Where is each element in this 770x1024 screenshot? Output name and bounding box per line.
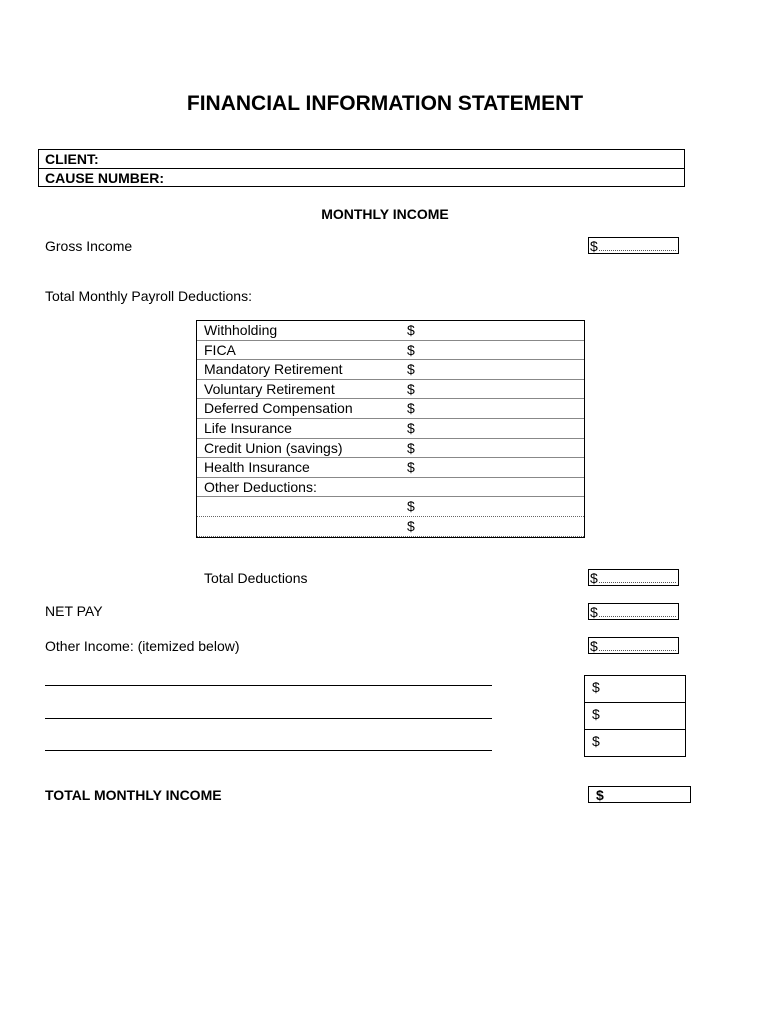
deduction-label: Health Insurance — [204, 459, 310, 476]
deduction-label: Credit Union (savings) — [204, 439, 343, 456]
other-deductions-label: Other Deductions: — [204, 478, 317, 495]
total-monthly-income-label: TOTAL MONTHLY INCOME — [45, 787, 222, 803]
deduction-row[interactable] — [197, 321, 584, 341]
gross-income-field[interactable] — [588, 237, 679, 254]
deduction-currency: $ — [407, 361, 415, 378]
other-income-item-field[interactable] — [585, 676, 685, 703]
deduction-label: Life Insurance — [204, 419, 292, 436]
section-title: MONTHLY INCOME — [321, 206, 449, 222]
deduction-currency: $ — [407, 517, 415, 534]
client-info-box — [38, 149, 685, 187]
net-pay-field[interactable] — [588, 603, 679, 620]
deduction-currency: $ — [407, 439, 415, 456]
deduction-label: Withholding — [204, 322, 278, 338]
client-label: CLIENT: — [45, 151, 99, 167]
deduction-currency: $ — [407, 322, 415, 338]
other-income-item-field[interactable] — [585, 703, 685, 730]
total-deductions-currency: $ — [590, 570, 598, 586]
deduction-label: Voluntary Retirement — [204, 380, 335, 397]
total-monthly-income-field[interactable] — [588, 786, 691, 803]
deduction-currency: $ — [407, 380, 415, 397]
other-income-currency: $ — [590, 638, 598, 654]
other-income-field[interactable] — [588, 637, 679, 654]
deduction-row[interactable] — [197, 419, 584, 439]
other-income-line[interactable] — [45, 718, 492, 719]
deduction-row[interactable] — [197, 341, 584, 361]
other-income-label: Other Income: (itemized below) — [45, 638, 240, 654]
deduction-row — [197, 478, 584, 498]
deduction-currency: $ — [407, 459, 415, 476]
other-income-item-currency: $ — [592, 706, 600, 722]
deduction-row[interactable] — [197, 517, 584, 537]
deduction-row[interactable] — [197, 360, 584, 380]
net-pay-currency: $ — [590, 604, 598, 620]
other-income-item-field[interactable] — [585, 730, 685, 757]
cause-number-field[interactable] — [39, 169, 684, 188]
client-field[interactable] — [39, 150, 684, 169]
deduction-label: FICA — [204, 341, 236, 358]
other-income-item-currency: $ — [592, 679, 600, 695]
other-income-item-currency: $ — [592, 733, 600, 749]
deduction-row[interactable] — [197, 458, 584, 478]
page-title: FINANCIAL INFORMATION STATEMENT — [186, 92, 584, 115]
other-income-items-box — [584, 675, 686, 757]
total-deductions-field[interactable] — [588, 569, 679, 586]
cause-number-label: CAUSE NUMBER: — [45, 170, 164, 186]
deductions-table — [196, 320, 585, 538]
deduction-row[interactable] — [197, 497, 584, 517]
deduction-currency: $ — [407, 498, 415, 515]
net-pay-label: NET PAY — [45, 603, 103, 619]
deduction-label: Deferred Compensation — [204, 400, 353, 417]
deduction-currency: $ — [407, 419, 415, 436]
deduction-row[interactable] — [197, 439, 584, 459]
gross-income-label: Gross Income — [45, 238, 133, 254]
deduction-row[interactable] — [197, 380, 584, 400]
deduction-currency: $ — [407, 400, 415, 417]
total-monthly-income-currency: $ — [596, 787, 604, 803]
gross-income-currency: $ — [590, 238, 598, 254]
deduction-label: Mandatory Retirement — [204, 361, 343, 378]
payroll-deductions-label: Total Monthly Payroll Deductions: — [45, 288, 252, 304]
other-income-line[interactable] — [45, 750, 492, 751]
total-deductions-label: Total Deductions — [204, 570, 308, 586]
other-income-line[interactable] — [45, 685, 492, 686]
deduction-currency: $ — [407, 341, 415, 358]
deduction-row[interactable] — [197, 399, 584, 419]
